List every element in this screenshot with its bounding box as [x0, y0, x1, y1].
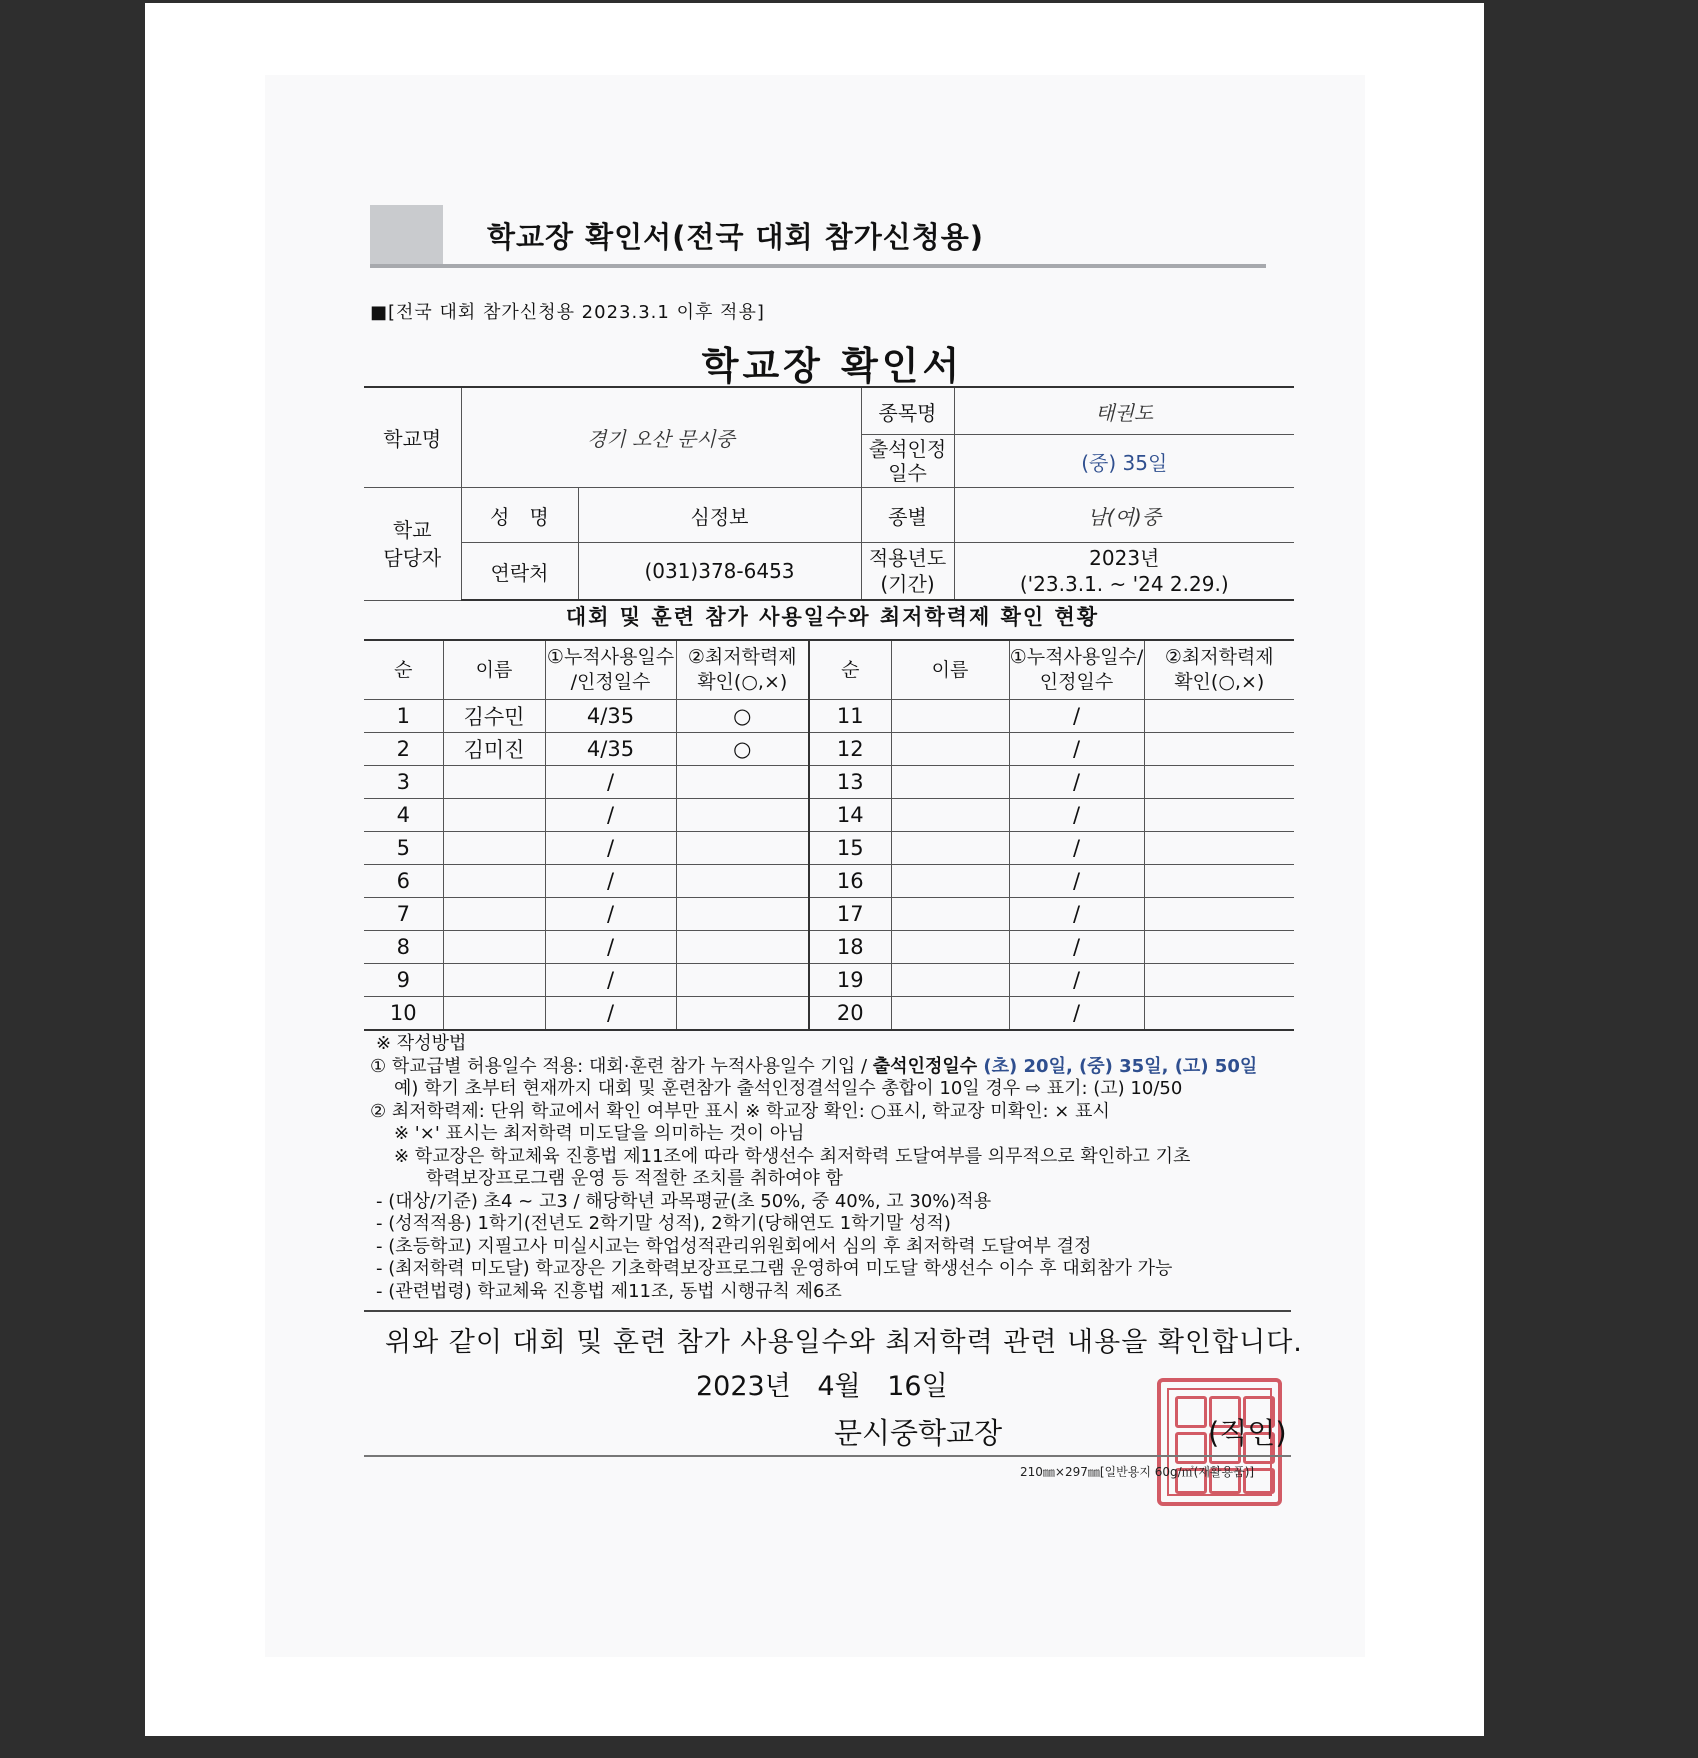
row-check: [676, 766, 809, 799]
row-no-right: 13: [809, 766, 891, 799]
table-row: [364, 898, 1294, 931]
status-section-title: 대회 및 훈련 참가 사용일수와 최저학력제 확인 현황: [565, 605, 1100, 629]
bullet-grades: - (성적적용) 1학기(전년도 2학기말 성적), 2학기(당해연도 1학기말 성적): [376, 1213, 951, 1234]
attend-value: (중) 35일: [954, 435, 1294, 488]
row-no-right: 19: [809, 964, 891, 997]
instruction-1-highlight: (초) 20일, (중) 35일, (고) 50일: [983, 1055, 1258, 1077]
row-days-right: /: [1009, 898, 1144, 931]
row-name: [443, 964, 545, 997]
type-value: 남(여)중: [954, 488, 1294, 543]
row-days: /: [545, 898, 676, 931]
row-check: ○: [676, 733, 809, 766]
header-underline: [370, 264, 1266, 268]
row-no-right: 14: [809, 799, 891, 832]
row-name-right: [891, 832, 1009, 865]
row-no-right: 15: [809, 832, 891, 865]
sport-value: 태권도: [954, 387, 1294, 435]
col-header-check-right-line2: 확인(○,×): [1174, 671, 1265, 693]
row-days: /: [545, 964, 676, 997]
table-row: [364, 832, 1294, 865]
row-no-right: 12: [809, 733, 891, 766]
row-check-right: [1144, 964, 1294, 997]
row-check-right: [1144, 766, 1294, 799]
row-check-right: [1144, 865, 1294, 898]
row-days: /: [545, 832, 676, 865]
row-check: [676, 997, 809, 1031]
row-check-right: [1144, 733, 1294, 766]
status-table: [364, 639, 1294, 1031]
row-no: 9: [364, 964, 443, 997]
seal-glyph: [1175, 1432, 1207, 1464]
type-label: 종별: [861, 488, 954, 543]
table-row: [364, 997, 1294, 1031]
row-name-right: [891, 931, 1009, 964]
row-name: [443, 898, 545, 931]
col-header-check-line1: ②최저학력제: [687, 646, 797, 668]
row-name: [443, 832, 545, 865]
row-check-right: [1144, 898, 1294, 931]
row-name-right: [891, 898, 1009, 931]
table-row: [364, 931, 1294, 964]
row-no: 5: [364, 832, 443, 865]
bullet-target: - (대상/기준) 초4 ~ 고3 / 해당학년 과목평균(초 50%, 중 40%, 고 30%)적용: [376, 1190, 992, 1212]
row-name: [443, 997, 545, 1031]
year-value: [954, 543, 1294, 601]
header-gray-box: [370, 205, 443, 265]
issue-date: 2023년 4월 16일: [696, 1371, 948, 1402]
row-check: [676, 799, 809, 832]
row-days-right: /: [1009, 700, 1144, 733]
row-no-right: 20: [809, 997, 891, 1031]
instructions-heading: ※ 작성방법: [376, 1033, 467, 1054]
row-no: 10: [364, 997, 443, 1031]
table-row: [364, 799, 1294, 832]
contact-value: (031)378-6453: [578, 543, 861, 601]
row-check: [676, 931, 809, 964]
instruction-1-example: 예) 학기 초부터 현재까지 대회 및 훈련참가 출석인정결석일수 총합이 10일 경우 ⇨ 표기: (고) 10/50: [394, 1078, 1183, 1099]
row-name: 김미진: [443, 733, 545, 766]
page-title: 학교장 확인서: [701, 344, 964, 388]
row-days: 4/35: [545, 700, 676, 733]
sport-label: 종목명: [861, 387, 954, 435]
col-header-name-right: 이름: [891, 640, 1009, 700]
row-no-right: 11: [809, 700, 891, 733]
row-no: 6: [364, 865, 443, 898]
manager-label: [364, 488, 461, 601]
divider: [364, 1310, 1291, 1312]
row-name-right: [891, 733, 1009, 766]
col-header-no-right: 순: [809, 640, 891, 700]
year-label: [861, 543, 954, 601]
header-bar-title: 학교장 확인서(전국 대회 참가신청용): [487, 220, 985, 254]
year-label-line2: (기간): [880, 572, 935, 596]
table-row: [364, 766, 1294, 799]
row-no: 4: [364, 799, 443, 832]
row-check-right: [1144, 700, 1294, 733]
row-days: /: [545, 865, 676, 898]
table-row: [364, 733, 1294, 766]
col-header-name: 이름: [443, 640, 545, 700]
row-days-right: /: [1009, 931, 1144, 964]
col-header-check-line2: 확인(○,×): [697, 671, 788, 693]
row-no: 3: [364, 766, 443, 799]
row-check: [676, 964, 809, 997]
bullet-elementary: - (초등학교) 지필고사 미실시교는 학업성적관리위원회에서 심의 후 최저학력 도달여부 결정: [376, 1235, 1092, 1257]
table-row: [364, 865, 1294, 898]
paper-spec: 210㎜×297㎜[일반용지 60g/㎡(재활용품)]: [1020, 1465, 1255, 1479]
row-name-right: [891, 997, 1009, 1031]
col-header-days-line1: ①누적사용일수: [546, 646, 675, 668]
row-name: 김수민: [443, 700, 545, 733]
bullet-not-reached: - (최저학력 미도달) 학교장은 기초학력보장프로그램 운영하여 미도달 학생선수 이수 후 대회참가 가능: [376, 1258, 1173, 1279]
row-check-right: [1144, 997, 1294, 1031]
row-name-right: [891, 700, 1009, 733]
manager-label-line1: 학교: [392, 517, 432, 542]
row-no: 2: [364, 733, 443, 766]
applicability-note: ■[전국 대회 참가신청용 2023.3.1 이후 적용]: [370, 302, 765, 323]
col-header-days-right-line2: 인정일수: [1039, 671, 1114, 693]
table-row: [364, 964, 1294, 997]
row-no: 7: [364, 898, 443, 931]
row-check-right: [1144, 832, 1294, 865]
row-no-right: 18: [809, 931, 891, 964]
row-no-right: 17: [809, 898, 891, 931]
row-days: /: [545, 997, 676, 1031]
bullet-law: - (관련법령) 학교체육 진흥법 제11조, 동법 시행규칙 제6조: [376, 1280, 842, 1302]
col-header-check-right: [1144, 640, 1294, 700]
instruction-2-note-a: ※ '×' 표시는 최저학력 미도달을 의미하는 것이 아님: [394, 1123, 805, 1144]
col-header-days-right: [1009, 640, 1144, 700]
row-check-right: [1144, 931, 1294, 964]
row-check: ○: [676, 700, 809, 733]
row-name: [443, 865, 545, 898]
row-name: [443, 766, 545, 799]
instruction-2-note-c: 학력보장프로그램 운영 등 적절한 조치를 취하여야 함: [426, 1168, 843, 1189]
row-name: [443, 799, 545, 832]
attend-label-line1: 출석인정: [868, 437, 947, 461]
year-label-line1: 적용년도: [868, 546, 947, 570]
name-label: 성 명: [461, 488, 578, 543]
info-table: [364, 386, 1294, 601]
instructions: [370, 1033, 1300, 1303]
row-name-right: [891, 799, 1009, 832]
instruction-1-text: ① 학교급별 허용일수 적용: 대회·훈련 참가 누적사용일수 기입 /: [370, 1055, 873, 1077]
row-name-right: [891, 766, 1009, 799]
row-check: [676, 898, 809, 931]
instruction-1-bold: 출석인정일수: [872, 1055, 984, 1077]
table-row: [364, 700, 1294, 733]
row-check: [676, 865, 809, 898]
col-header-check: [676, 640, 809, 700]
row-check: [676, 832, 809, 865]
col-header-days: [545, 640, 676, 700]
col-header-days-line2: /인정일수: [570, 671, 651, 693]
footer-divider: [364, 1455, 1291, 1457]
row-days-right: /: [1009, 964, 1144, 997]
manager-label-line2: 담당자: [383, 545, 442, 570]
row-days-right: /: [1009, 865, 1144, 898]
row-name-right: [891, 964, 1009, 997]
contact-label: 연락처: [461, 543, 578, 601]
name-value: 심정보: [578, 488, 861, 543]
row-no-right: 16: [809, 865, 891, 898]
year-value-line1: 2023년: [1089, 546, 1160, 570]
row-days-right: /: [1009, 832, 1144, 865]
instruction-2-note-b: ※ 학교장은 학교체육 진흥법 제11조에 따라 학생선수 최저학력 도달여부를 의무적으로 확인하고 기초: [394, 1145, 1191, 1167]
school-value: 경기 오산 문시중: [461, 387, 861, 488]
row-days-right: /: [1009, 733, 1144, 766]
attend-label-line2: 일수: [888, 461, 927, 485]
row-days-right: /: [1009, 997, 1144, 1031]
row-days: /: [545, 931, 676, 964]
seal-label: (직인): [1208, 1416, 1287, 1450]
instruction-1: [370, 1056, 1300, 1079]
row-days-right: /: [1009, 799, 1144, 832]
seal-glyph: [1175, 1396, 1207, 1428]
year-value-line2: ('23.3.1. ~ '24 2.29.): [1019, 572, 1229, 596]
row-days: /: [545, 799, 676, 832]
signer: 문시중학교장: [834, 1416, 1003, 1450]
col-header-days-right-line1: ①누적사용일수/: [1009, 646, 1144, 668]
row-name: [443, 931, 545, 964]
row-name-right: [891, 865, 1009, 898]
col-header-check-right-line1: ②최저학력제: [1164, 646, 1274, 668]
status-table-header: [364, 640, 1294, 700]
confirmation-statement: 위와 같이 대회 및 훈련 참가 사용일수와 최저학력 관련 내용을 확인합니다.: [385, 1327, 1303, 1358]
row-days-right: /: [1009, 766, 1144, 799]
attend-label: [861, 435, 954, 488]
row-no: 1: [364, 700, 443, 733]
row-days: 4/35: [545, 733, 676, 766]
row-check-right: [1144, 799, 1294, 832]
row-no: 8: [364, 931, 443, 964]
col-header-no: 순: [364, 640, 443, 700]
row-days: /: [545, 766, 676, 799]
school-label: 학교명: [364, 387, 461, 488]
instruction-2: ② 최저학력제: 단위 학교에서 확인 여부만 표시 ※ 학교장 확인: ○표시, 학교장 미확인: × 표시: [370, 1100, 1110, 1122]
